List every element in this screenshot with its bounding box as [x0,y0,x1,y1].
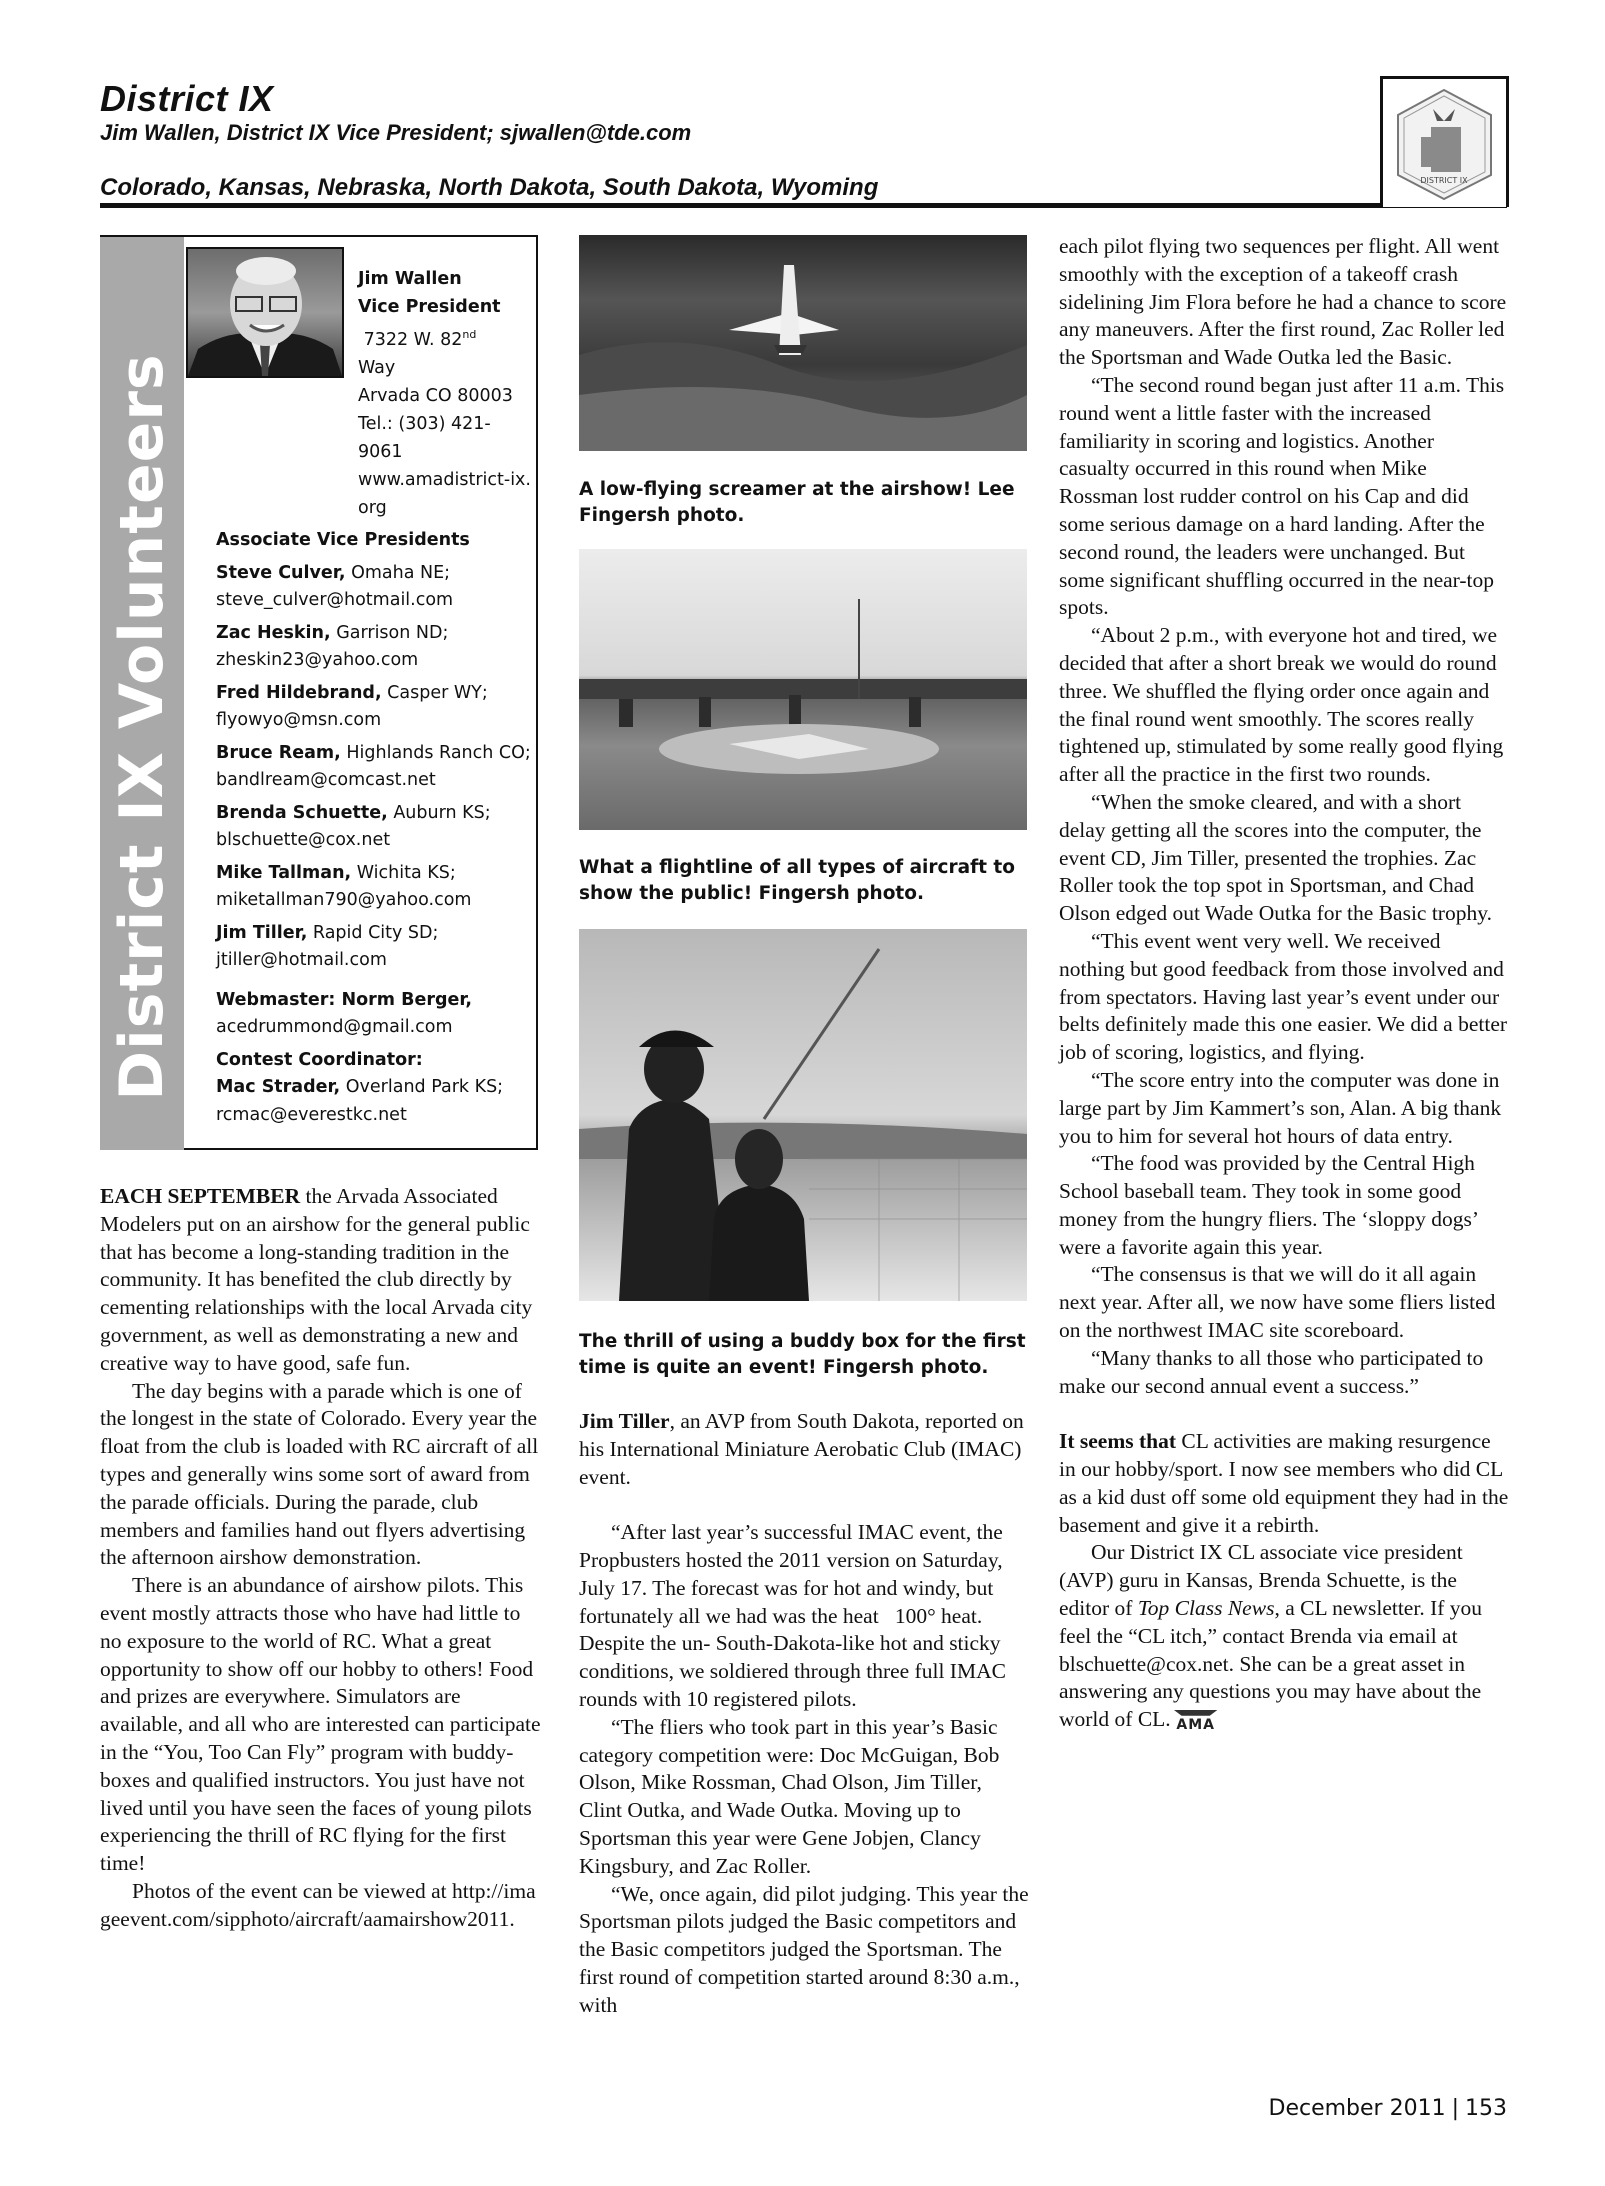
avp-detail: Casper WY; flyowyo@msn.com [216,682,488,730]
contest-coordinator-entry [216,1047,534,1130]
avp-entry [216,680,534,735]
district-emblem-icon [1391,87,1498,202]
avp-name: Zac Heskin, [216,622,331,643]
paragraph [579,1408,1029,1491]
vice-president-byline: Jim Wallen, District IX Vice President; sjwallen@tde.com [100,120,692,145]
avp-name: Steve Culver, [216,562,346,583]
contest-label: Contest Coordinator: [216,1049,423,1070]
article-column-3 [1059,233,1509,1734]
vp-address-sup: nd [462,328,477,341]
vp-city: Arvada CO 80003 [358,385,513,406]
newsletter-title: Top Class News [1137,1596,1275,1621]
article-column-2 [579,1408,1029,2020]
avp-name: Jim Tiller, [216,922,308,943]
paragraph-text: , a CL newsletter. If you feel the “CL itch,” contact Brenda via email at blschuette@cox.net. She can be a great asset in answering any questions you may have about the world of CL. [1059,1596,1483,1732]
vp-contact [358,265,533,522]
paragraph-text: Our District IX CL associate vice president (AVP) guru in Kansas, Brenda Schuette, is the editor of [1059,1540,1463,1621]
paragraph [100,1183,545,1378]
avp-name: Mike Tallman, [216,862,352,883]
paragraph [1059,1428,1509,1539]
svg-text:DISTRICT IX: DISTRICT IX [1420,176,1468,185]
avp-name: Fred Hildebrand, [216,682,382,703]
vp-address-way: Way [358,357,396,378]
vp-title: Vice President [358,297,501,317]
ama-end-mark-icon [1174,1710,1218,1733]
lead-in: EACH SEPTEMBER [100,1184,301,1208]
vp-portrait-photo [186,247,344,378]
paragraph: “The fliers who took part in this year’s Basic category competition were: Doc McGuigan, Bob Olson, Mike Rossman, Chad Olson, Jim Tiller, Clint Outka, and Wade Outka. Moving up to Sportsman this year were Gene Jobjen, Clancy Kingsbury, and Zac Roller. [579,1714,1000,1878]
page-number: 153 [1465,2096,1507,2121]
sidebar-title: District IX Volunteers [107,353,177,1101]
avp-detail: Rapid City SD; jtiller@hotmail.com [216,922,439,970]
footer-separator: | [1451,2096,1459,2121]
paragraph: “Many thanks to all those who participated to make our second annual event a success.” [1059,1345,1484,1398]
paragraph: “The score entry into the computer was done in large part by Jim Kammert’s son, Alan. A big thank you to him for several hot hours of data entry. [1059,1067,1502,1148]
paragraph: “The consensus is that we will do it all again next year. After all, we now have some fliers listed on the northwest IMAC site scoreboard. [1059,1262,1496,1343]
sidebar-band [100,237,184,1150]
paragraph: “This event went very well. We received nothing but good feedback from those involved and from spectators. Having last year’s event under our belts definitely made this one easier. We did a better job of scoring, logistics, and flying. [1059,928,1508,1065]
avp-entry [216,560,534,615]
avp-detail: Wichita KS; miketallman790@yahoo.com [216,862,472,910]
avp-entry [216,740,534,795]
paragraph: “We, once again, did pilot judging. This year the Sportsman pilots judged the Basic competitors and the Basic competitors judged the Sportsman. The first round of competition started around 8:30 a.m., with [579,1881,1029,2017]
vp-address-street: 7322 W. 82 [363,329,463,350]
page-title: District IX [100,78,274,119]
contest-name: Mac Strader, [216,1077,341,1097]
photos-link-paragraph: Photos of the event can be viewed at http://imageevent.com/sipphoto/aircraft/aamairshow2011. [100,1878,536,1931]
avp-entry [216,860,534,915]
lead-in: Jim Tiller [579,1409,670,1433]
article-column-1 [100,1183,545,1934]
ama-end-mark-text: AMA [1176,1716,1215,1733]
paragraph: The day begins with a parade which is one of the longest in the state of Colorado. Every year the float from the club is loaded with RC aircraft of all types and generally wins some sort of award from the parade officials. During the parade, club members and families hand out flyers advertising the afternoon airshow demonstration. [100,1378,539,1570]
page-footer [1269,2096,1508,2121]
avp-detail: Auburn KS; blschuette@cox.net [216,802,491,850]
header-rule [100,203,1507,208]
paragraph [1059,1539,1509,1734]
vp-phone: Tel.: (303) 421-9061 [358,413,491,462]
webmaster-email[interactable]: acedrummond@gmail.com [216,1017,453,1037]
paragraph-text: the Arvada Associated Modelers put on an airshow for the general public that has become a long-standing tradition in the community. It has benefited the club directly by cementing relationships with the local Arvada city government, as well as demonstrating a new and creative way to have good, safe fun. [100,1184,533,1375]
avp-list [216,527,534,1129]
avp-name: Brenda Schuette, [216,802,388,823]
flightline-photo [579,549,1027,830]
avp-entry [216,800,534,855]
buddy-box-photo [579,929,1027,1301]
paragraph-text: CL activities are making resurgence in our hobby/sport. I now see members who did CL as a kid dust off some old equipment they had in the basement and give it a rebirth. [1059,1429,1509,1537]
avp-heading: Associate Vice Presidents [216,530,470,550]
photo-caption: A low-flying screamer at the airshow! Lee Fingersh photo. [579,479,1015,526]
paragraph: “After last year’s successful IMAC event, the Propbusters hosted the 2011 version on Saturday, July 17. The forecast was for hot and windy, but fortunately all we had was the heat 100° heat. Despite the un- South-Dakota-like hot and sticky conditions, we soldiered through three full IMAC rounds with 10 registered pilots. [579,1520,1012,1711]
photo-caption: What a flightline of all types of aircraft to show the public! Fingersh photo. [579,857,1015,904]
photo-caption: The thrill of using a buddy box for the first time is quite an event! Fingersh photo. [579,1331,1026,1378]
ama-wing-icon [1174,1710,1218,1716]
issue-date: December 2011 [1268,2096,1446,2121]
avp-detail: Omaha NE; steve_culver@hotmail.com [216,562,454,610]
avp-entry [216,620,534,675]
paragraph-text: , an AVP from South Dakota, reported on his International Miniature Aerobatic Club (IMAC) event. [579,1409,1024,1489]
vp-name: Jim Wallen [358,269,462,289]
webmaster-entry [216,987,534,1042]
volunteers-sidebar [100,235,538,1150]
paragraph: each pilot flying two sequences per flight. All went smoothly with the exception of a takeoff crash sidelining Jim Flora before he had a chance to score any maneuvers. After the first round, Zac Roller led the Sportsman and Wade Outka led the Basic. [1059,234,1507,370]
airplane-photo [579,235,1027,451]
paragraph: There is an abundance of airshow pilots. This event mostly attracts those who have had little to no exposure to the world of RC. What a great opportunity to show off our hobby to others! Food and prizes are everywhere. Simulators are available, and all who are interested can participate in the “You, Too Can Fly” program with buddy-boxes and qualified instructors. You just have not lived until you have seen the faces of young pilots experiencing the thrill of RC flying for the first time! [100,1573,541,1876]
district-states: Colorado, Kansas, Nebraska, North Dakota, South Dakota, Wyoming [100,174,879,201]
vp-website-link[interactable]: www.amadistrict-ix.org [358,469,531,518]
paragraph: “The second round began just after 11 a.m. This round went a little faster with the increased familiarity in scoring and logistics. Another casualty occurred in this round when Mike Rossman lost rudder control on his Cap and did some serious damage on a hard landing. After the second round, the leaders were unchanged. But some significant shuffling occurred in the near-top spots. [1059,372,1505,620]
avp-detail: Garrison ND; zheskin23@yahoo.com [216,622,449,670]
paragraph: “About 2 p.m., with everyone hot and tired, we decided that after a short break we would do round three. We shuffled the flying order once again and the final round went smoothly. The scores really tightened up, stimulated by some really good flying after all the practice in the first two rounds. [1059,623,1504,787]
webmaster-label: Webmaster: Norm Berger, [216,989,473,1010]
lead-in: It seems that [1059,1429,1177,1454]
paragraph: “When the smoke cleared, and with a short delay getting all the scores into the computer, the event CD, Jim Tiller, presented the trophies. Zac Roller took the top spot in Sportsman, and Chad Olson edged out Wade Outka for the Basic trophy. [1059,789,1492,926]
district-logo [1380,76,1509,207]
avp-detail: Highlands Ranch CO; bandlream@comcast.net [216,742,531,790]
avp-entry [216,920,534,975]
paragraph: “The food was provided by the Central High School baseball team. They took in some good money from the hungry fliers. The ‘sloppy dogs’ were a favorite again this year. [1059,1151,1478,1259]
contest-detail: Overland Park KS; rcmac@everestkc.net [216,1077,504,1125]
avp-name: Bruce Ream, [216,742,341,763]
